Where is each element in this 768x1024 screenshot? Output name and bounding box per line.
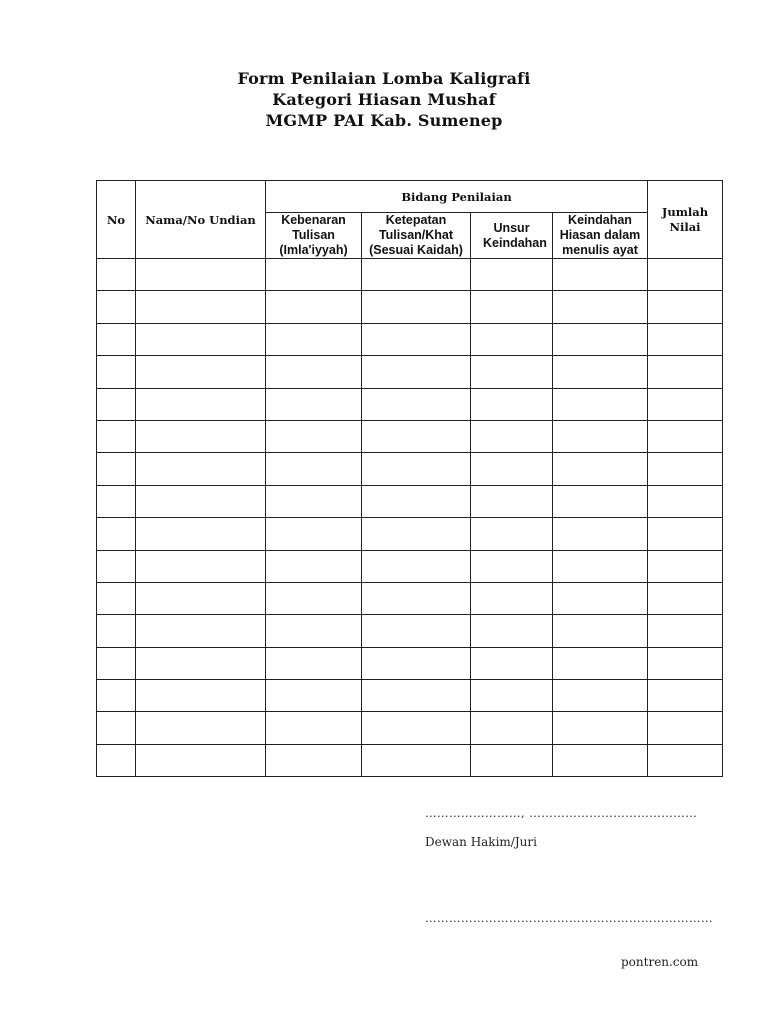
table-cell[interactable]	[266, 744, 362, 776]
table-row	[97, 615, 723, 647]
table-cell[interactable]	[136, 388, 266, 420]
table-cell[interactable]	[362, 323, 471, 355]
table-cell[interactable]	[362, 550, 471, 582]
table-cell[interactable]	[136, 323, 266, 355]
source-watermark: pontren.com	[621, 955, 699, 969]
table-cell[interactable]	[471, 356, 553, 388]
table-cell[interactable]	[553, 582, 648, 614]
header-nama: Nama/No Undian	[136, 181, 266, 259]
table-cell[interactable]	[648, 356, 723, 388]
table-cell[interactable]	[553, 550, 648, 582]
table-cell[interactable]	[266, 291, 362, 323]
header-row-1	[97, 181, 723, 213]
header-jumlah-nilai	[648, 181, 723, 259]
table-cell[interactable]	[136, 582, 266, 614]
table-row	[97, 744, 723, 776]
table-cell[interactable]	[648, 388, 723, 420]
table-cell[interactable]	[97, 259, 136, 291]
table-cell[interactable]	[648, 259, 723, 291]
table-cell[interactable]	[648, 518, 723, 550]
table-cell[interactable]	[648, 680, 723, 712]
table-cell[interactable]	[648, 550, 723, 582]
table-cell[interactable]	[648, 420, 723, 452]
table-cell[interactable]	[97, 323, 136, 355]
table-row	[97, 356, 723, 388]
table-cell[interactable]	[136, 453, 266, 485]
table-cell[interactable]	[97, 420, 136, 452]
table-cell[interactable]	[362, 356, 471, 388]
table-cell[interactable]	[97, 550, 136, 582]
table-cell[interactable]	[362, 712, 471, 744]
table-row	[97, 485, 723, 517]
table-cell[interactable]	[471, 550, 553, 582]
table-cell[interactable]	[136, 259, 266, 291]
table-cell[interactable]	[266, 582, 362, 614]
table-cell[interactable]	[362, 680, 471, 712]
table-cell[interactable]	[136, 518, 266, 550]
table-cell[interactable]	[553, 615, 648, 647]
form-title	[0, 68, 768, 131]
table-cell[interactable]	[648, 712, 723, 744]
assessment-table	[96, 180, 723, 777]
table-cell[interactable]	[97, 518, 136, 550]
table-cell[interactable]	[97, 453, 136, 485]
table-cell[interactable]	[553, 323, 648, 355]
table-cell[interactable]	[97, 647, 136, 679]
table-row	[97, 453, 723, 485]
table-cell[interactable]	[648, 615, 723, 647]
header-jumlah-text: Jumlah Nilai	[661, 204, 709, 234]
table-cell[interactable]	[553, 420, 648, 452]
table-row	[97, 680, 723, 712]
table-cell[interactable]	[471, 615, 553, 647]
table-cell[interactable]	[97, 582, 136, 614]
table-cell[interactable]	[471, 744, 553, 776]
table-cell[interactable]	[471, 680, 553, 712]
table-cell[interactable]	[362, 582, 471, 614]
header-criterion-2: Ketepatan Tulisan/Khat (Sesuai Kaidah)	[362, 213, 471, 259]
header-bidang-penilaian: Bidang Penilaian	[266, 181, 648, 213]
table-cell[interactable]	[553, 712, 648, 744]
table-cell[interactable]	[362, 420, 471, 452]
table-cell[interactable]	[648, 453, 723, 485]
table-row	[97, 647, 723, 679]
table-cell[interactable]	[362, 259, 471, 291]
table-cell[interactable]	[553, 259, 648, 291]
table-cell[interactable]	[136, 680, 266, 712]
table-cell[interactable]	[266, 647, 362, 679]
header-no: No	[97, 181, 136, 259]
table-row	[97, 582, 723, 614]
table-row	[97, 712, 723, 744]
table-cell[interactable]	[648, 485, 723, 517]
title-line-1: Form Penilaian Lomba Kaligrafi	[237, 69, 531, 88]
table-cell[interactable]	[136, 744, 266, 776]
table-cell[interactable]	[97, 356, 136, 388]
table-cell[interactable]	[648, 647, 723, 679]
table-cell[interactable]	[471, 647, 553, 679]
table-cell[interactable]	[136, 615, 266, 647]
table-row	[97, 550, 723, 582]
table-cell[interactable]	[266, 453, 362, 485]
table-cell[interactable]	[97, 485, 136, 517]
signature-line[interactable]: ………………………………………………………………	[425, 911, 713, 925]
table-cell[interactable]	[136, 712, 266, 744]
table-cell[interactable]	[136, 356, 266, 388]
table-cell[interactable]	[136, 291, 266, 323]
table-cell[interactable]	[136, 420, 266, 452]
table-cell[interactable]	[553, 356, 648, 388]
table-cell[interactable]	[648, 323, 723, 355]
table-row	[97, 291, 723, 323]
table-cell[interactable]	[553, 518, 648, 550]
table-cell[interactable]	[553, 453, 648, 485]
header-criterion-3: Unsur Keindahan	[471, 213, 553, 259]
table-cell[interactable]	[362, 388, 471, 420]
table-cell[interactable]	[97, 680, 136, 712]
table-cell[interactable]	[553, 485, 648, 517]
table-cell[interactable]	[266, 485, 362, 517]
table-cell[interactable]	[471, 259, 553, 291]
table-cell[interactable]	[471, 453, 553, 485]
table-cell[interactable]	[362, 744, 471, 776]
table-cell[interactable]	[136, 647, 266, 679]
table-cell[interactable]	[266, 712, 362, 744]
table-cell[interactable]	[471, 323, 553, 355]
table-cell[interactable]	[266, 615, 362, 647]
table-row	[97, 388, 723, 420]
table-cell[interactable]	[553, 647, 648, 679]
table-cell[interactable]	[97, 712, 136, 744]
table-cell[interactable]	[553, 291, 648, 323]
table-cell[interactable]	[471, 291, 553, 323]
table-cell[interactable]	[266, 388, 362, 420]
juri-label: Dewan Hakim/Juri	[425, 835, 537, 849]
table-cell[interactable]	[362, 291, 471, 323]
table-cell[interactable]	[648, 582, 723, 614]
table-cell[interactable]	[471, 582, 553, 614]
table-cell[interactable]	[266, 323, 362, 355]
table-cell[interactable]	[553, 388, 648, 420]
table-cell[interactable]	[97, 291, 136, 323]
table-cell[interactable]	[362, 615, 471, 647]
header-criterion-4: Keindahan Hiasan dalam menulis ayat	[553, 213, 648, 259]
title-line-3: MGMP PAI Kab. Sumenep	[265, 111, 503, 130]
table-cell[interactable]	[136, 550, 266, 582]
table-cell[interactable]	[471, 518, 553, 550]
date-place-line[interactable]: ……………………, ……………………………………	[425, 806, 698, 820]
table-cell[interactable]	[471, 485, 553, 517]
table-cell[interactable]	[266, 259, 362, 291]
table-row	[97, 518, 723, 550]
table-cell[interactable]	[362, 518, 471, 550]
table-cell[interactable]	[266, 550, 362, 582]
table-cell[interactable]	[553, 744, 648, 776]
table-cell[interactable]	[97, 388, 136, 420]
table-cell[interactable]	[362, 647, 471, 679]
title-line-2: Kategori Hiasan Mushaf	[272, 90, 496, 109]
table-cell[interactable]	[471, 388, 553, 420]
table-cell[interactable]	[266, 420, 362, 452]
table-cell[interactable]	[362, 485, 471, 517]
table-body	[97, 259, 723, 777]
table-row	[97, 420, 723, 452]
table-row	[97, 323, 723, 355]
table-cell[interactable]	[266, 356, 362, 388]
table-cell[interactable]	[648, 744, 723, 776]
table-cell[interactable]	[471, 420, 553, 452]
header-criterion-1: Kebenaran Tulisan (Imla'iyyah)	[266, 213, 362, 259]
table-cell[interactable]	[266, 680, 362, 712]
table-row	[97, 259, 723, 291]
table-cell[interactable]	[97, 615, 136, 647]
table-cell[interactable]	[266, 518, 362, 550]
table-cell[interactable]	[553, 680, 648, 712]
table-cell[interactable]	[136, 485, 266, 517]
table-cell[interactable]	[362, 453, 471, 485]
table-cell[interactable]	[471, 712, 553, 744]
table-cell[interactable]	[97, 744, 136, 776]
table-cell[interactable]	[648, 291, 723, 323]
